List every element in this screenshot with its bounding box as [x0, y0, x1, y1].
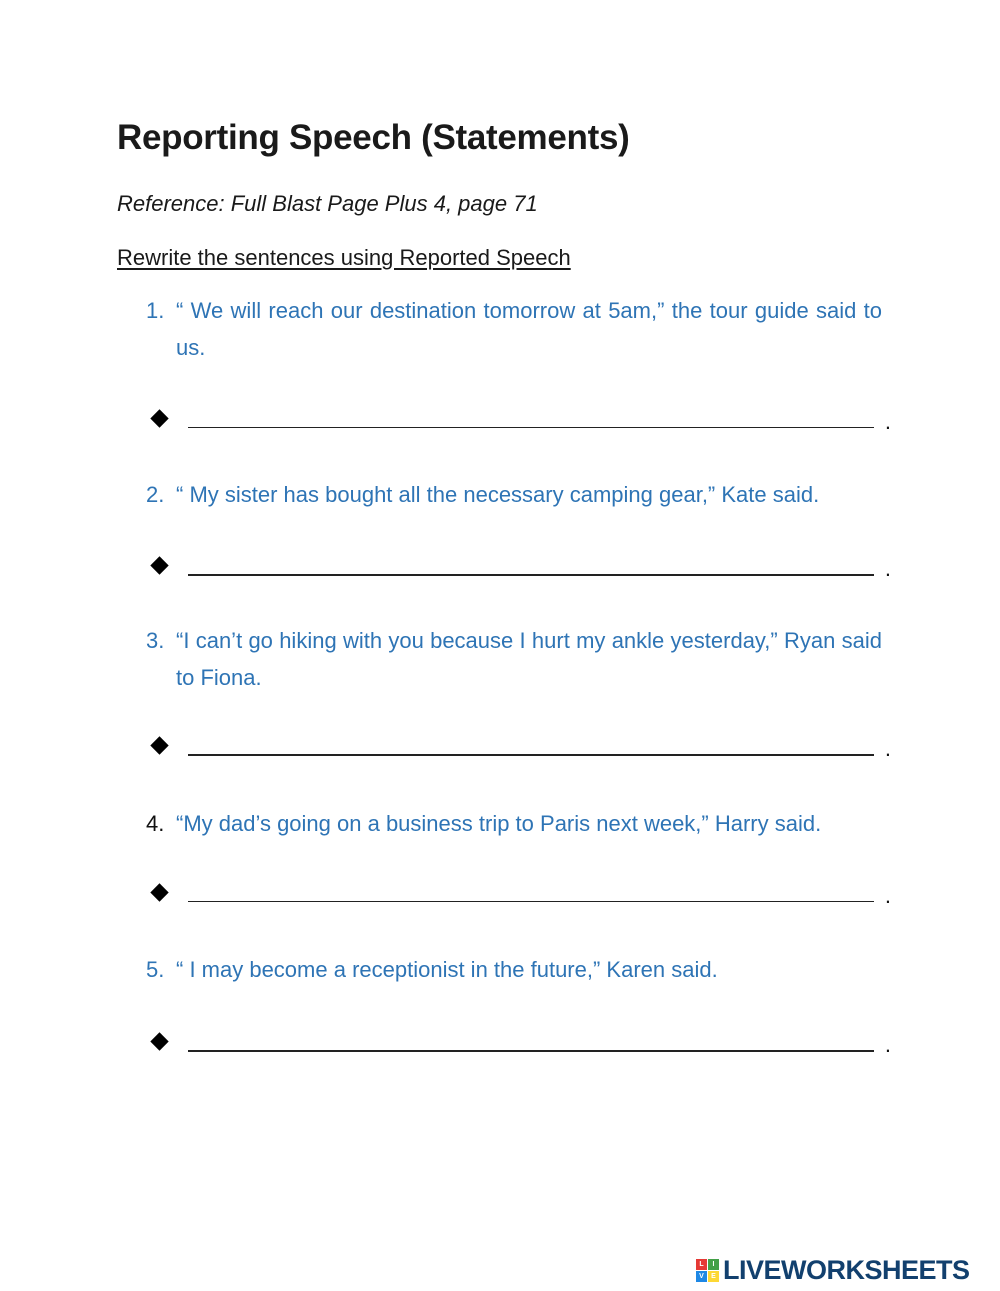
question-number: 1. [146, 298, 165, 323]
answer-line-1[interactable] [153, 406, 891, 436]
answer-period: . [884, 736, 891, 761]
logo-block: L [696, 1259, 707, 1270]
worksheet-title: Reporting Speech (Statements) [117, 118, 630, 157]
answer-period: . [884, 556, 891, 581]
answer-blank[interactable] [188, 1050, 874, 1052]
diamond-bullet-icon [150, 736, 168, 754]
instruction-line: Rewrite the sentences using Reported Speech [117, 245, 571, 270]
reference-line: Reference: Full Blast Page Plus 4, page 71 [117, 191, 538, 216]
question-text: “ We will reach our destination tomorrow at 5am,” the tour guide said to us. [176, 298, 882, 360]
question-number: 4. [146, 811, 165, 836]
diamond-bullet-icon [150, 556, 168, 574]
logo-block: V [696, 1271, 707, 1282]
question-text: “My dad’s going on a business trip to Paris next week,” Harry said. [176, 811, 822, 836]
question-2 [146, 476, 882, 513]
question-number: 3. [146, 628, 165, 653]
logo-blocks-icon [696, 1259, 719, 1282]
diamond-bullet-icon [150, 883, 168, 901]
question-1 [146, 292, 882, 366]
question-text: “ I may become a receptionist in the future,” Karen said. [176, 957, 718, 982]
answer-line-4[interactable] [153, 880, 891, 910]
answer-blank[interactable] [188, 901, 874, 902]
answer-line-2[interactable] [153, 553, 891, 583]
answer-blank[interactable] [188, 427, 874, 428]
question-text: “I can’t go hiking with you because I hurt my ankle yesterday,” Ryan said to Fiona. [176, 628, 882, 690]
diamond-bullet-icon [150, 409, 168, 427]
logo-block: E [708, 1271, 719, 1282]
answer-period: . [884, 409, 891, 434]
question-number: 2. [146, 482, 165, 507]
liveworksheets-logo [696, 1255, 970, 1285]
answer-blank[interactable] [188, 754, 874, 756]
question-number: 5. [146, 957, 165, 982]
logo-block: I [708, 1259, 719, 1270]
answer-period: . [884, 883, 891, 908]
logo-text: LIVEWORKSHEETS [723, 1254, 970, 1285]
question-text: “ My sister has bought all the necessary camping gear,” Kate said. [176, 482, 820, 507]
answer-line-3[interactable] [153, 733, 891, 763]
answer-blank[interactable] [188, 574, 874, 576]
answer-period: . [884, 1032, 891, 1057]
question-5 [146, 951, 882, 988]
question-3 [146, 622, 882, 696]
diamond-bullet-icon [150, 1032, 168, 1050]
question-4 [146, 805, 882, 842]
answer-line-5[interactable] [153, 1029, 891, 1059]
